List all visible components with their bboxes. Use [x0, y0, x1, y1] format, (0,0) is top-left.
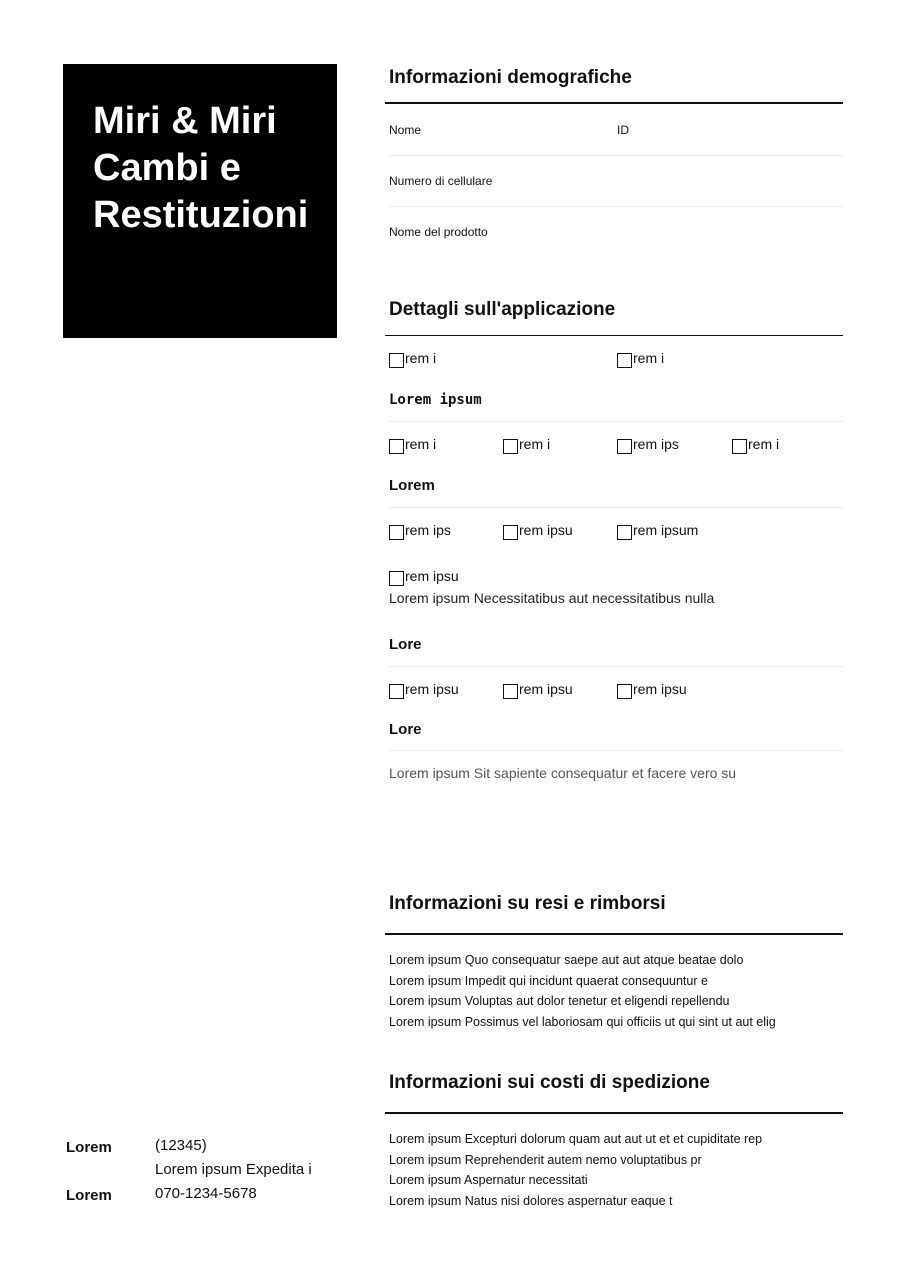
name-field-label: Nome	[389, 123, 422, 137]
checkbox-label: rem ips	[633, 436, 679, 452]
checkbox-icon[interactable]	[503, 684, 518, 699]
returns-line: Lorem ipsum Possimus vel laboriosam qui officiis ut qui sint ut aut elig	[389, 1015, 776, 1030]
returns-text	[389, 950, 776, 1033]
divider	[389, 666, 843, 667]
returns-rule	[385, 933, 843, 935]
checkbox-icon[interactable]	[503, 525, 518, 540]
group-label: Lorem ipsum	[389, 392, 482, 408]
checkbox-icon[interactable]	[389, 571, 404, 586]
contact-phone: 070-1234-5678	[155, 1185, 257, 1202]
application-rule	[385, 335, 843, 336]
application-note: Lorem ipsum Necessitatibus aut necessitatibus nulla	[389, 590, 715, 606]
shipping-line: Lorem ipsum Aspernatur necessitati	[389, 1173, 588, 1188]
checkbox-label: rem i	[633, 350, 665, 366]
checkbox-label: rem ipsu	[405, 568, 459, 584]
demographics-title: Informazioni demografiche	[389, 67, 632, 88]
checkbox-icon[interactable]	[617, 684, 632, 699]
checkbox-label: rem ips	[405, 522, 451, 538]
shipping-title: Informazioni sui costi di spedizione	[389, 1072, 710, 1093]
application-note-2: Lorem ipsum Sit sapiente consequatur et facere vero su	[389, 765, 737, 781]
group-label: Lorem	[389, 477, 435, 494]
divider	[389, 155, 843, 156]
checkbox-icon[interactable]	[617, 353, 632, 368]
id-field-label: ID	[617, 123, 629, 137]
checkbox-label: rem ipsu	[519, 681, 573, 697]
checkbox-label: rem i	[748, 436, 780, 452]
checkbox-icon[interactable]	[389, 684, 404, 699]
checkbox-label: rem ipsu	[519, 522, 573, 538]
shipping-line: Lorem ipsum Reprehenderit autem nemo voluptatibus pr	[389, 1152, 702, 1167]
divider	[389, 507, 843, 508]
checkbox-icon[interactable]	[732, 439, 747, 454]
divider	[389, 206, 843, 207]
shipping-rule	[385, 1112, 843, 1114]
group-label: Lore	[389, 636, 422, 653]
form-column	[385, 0, 843, 1280]
divider	[389, 750, 843, 751]
checkbox-label: rem i	[405, 350, 437, 366]
checkbox-icon[interactable]	[617, 439, 632, 454]
checkbox-label: rem ipsu	[405, 681, 459, 697]
phone-field-label: Numero di cellulare	[389, 174, 493, 188]
shipping-text	[389, 1129, 762, 1212]
divider	[389, 421, 843, 422]
checkbox-label: rem ipsu	[633, 681, 687, 697]
brand-title-line2: Cambi e	[93, 147, 241, 189]
checkbox-icon[interactable]	[389, 525, 404, 540]
returns-title: Informazioni su resi e rimborsi	[389, 893, 666, 914]
checkbox-icon[interactable]	[503, 439, 518, 454]
brand-title-line3: Restituzioni	[93, 194, 309, 236]
checkbox-icon[interactable]	[617, 525, 632, 540]
shipping-line: Lorem ipsum Natus nisi dolores aspernatur eaque t	[389, 1194, 673, 1209]
checkbox-icon[interactable]	[389, 439, 404, 454]
application-title: Dettagli sull'applicazione	[389, 299, 616, 320]
brand-title	[93, 98, 333, 239]
brand-title-line1: Miri & Miri	[93, 100, 277, 142]
product-field-label: Nome del prodotto	[389, 225, 488, 239]
checkbox-label: rem i	[519, 436, 551, 452]
returns-line: Lorem ipsum Quo consequatur saepe aut aut atque beatae dolo	[389, 953, 744, 967]
contact-address: Lorem ipsum Expedita i	[155, 1161, 312, 1178]
checkbox-label: rem ipsum	[633, 522, 699, 538]
checkbox-icon[interactable]	[389, 353, 404, 368]
demographics-rule	[385, 102, 843, 104]
contact-label: Lorem	[66, 1139, 112, 1156]
shipping-line: Lorem ipsum Excepturi dolorum quam aut aut ut et et cupiditate rep	[389, 1132, 763, 1146]
contact-postal: (12345)	[155, 1137, 207, 1154]
brand-block	[63, 64, 337, 338]
group-label: Lore	[389, 721, 422, 738]
returns-line: Lorem ipsum Impedit qui incidunt quaerat consequuntur e	[389, 973, 708, 988]
returns-line: Lorem ipsum Voluptas aut dolor tenetur et eligendi repellendu	[389, 994, 730, 1009]
contact-label: Lorem	[66, 1187, 112, 1204]
checkbox-label: rem i	[405, 436, 437, 452]
